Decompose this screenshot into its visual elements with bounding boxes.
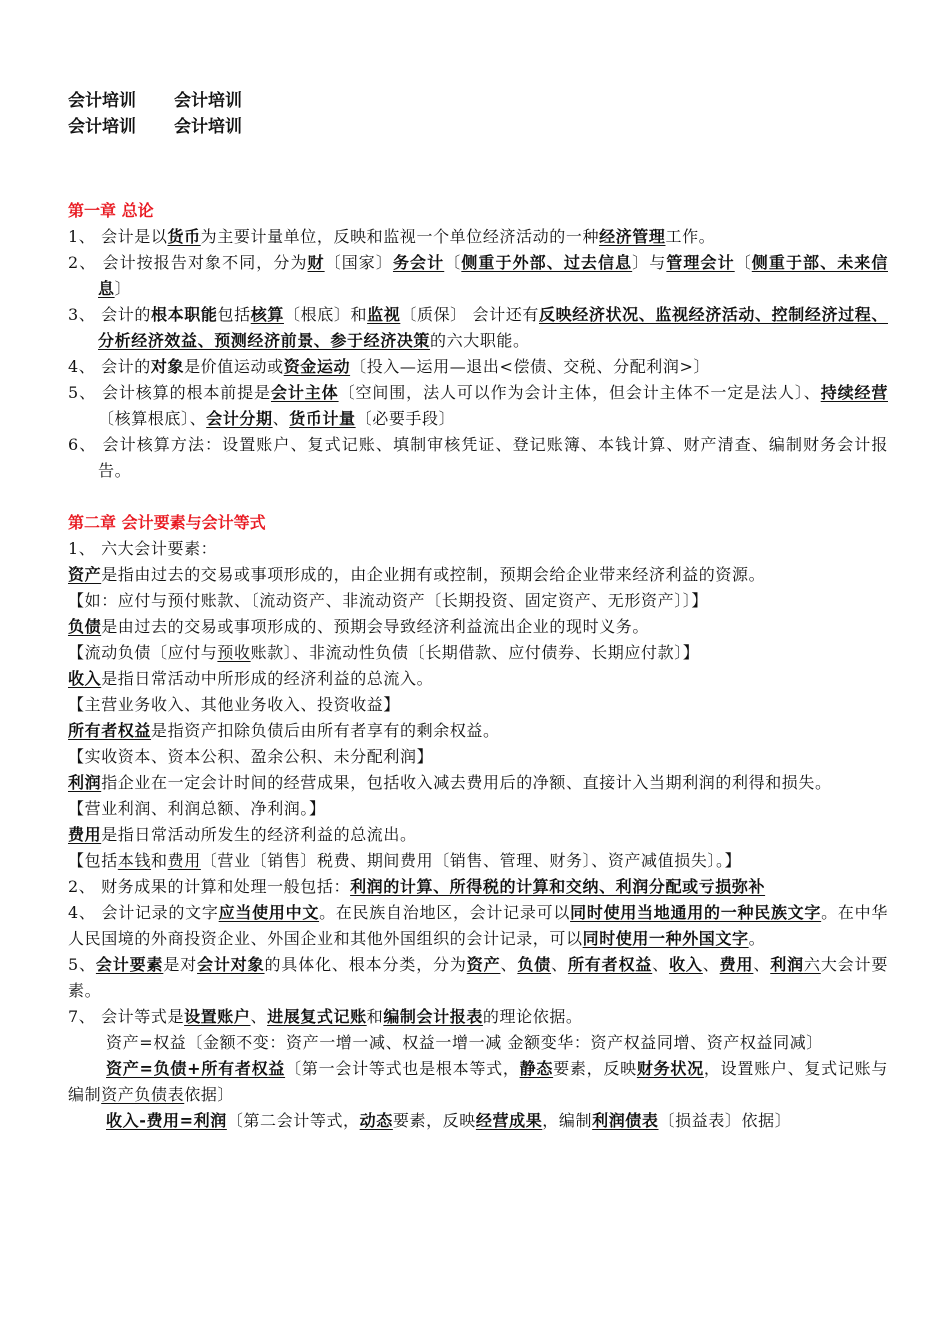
paragraph: 2、 会计按报告对象不同，分为财〔国家〕务会计〔侧重于外部、过去信息〕与管理会计〔侧重于部、未来信息〕 <box>68 253 888 298</box>
example-line: 【包括本钱和费用〔营业〔销售〕税费、期间费用〔销售、管理、财务〕、资产减值损失〕。】 <box>68 851 742 870</box>
document-page <box>68 88 888 1134</box>
example-line: 【实收资本、资本公积、盈余公积、未分配利润】 <box>68 747 434 766</box>
header-text: 会计培训 <box>68 117 136 137</box>
paragraph: 5、 会计核算的根本前提是会计主体〔空间围，法人可以作为会计主体，但会计主体不一定是法人〕、持续经营〔核算根底〕、会计分期、货币计量〔必要手段〕 <box>68 383 888 428</box>
paragraph: 6、 会计核算方法：设置账户、复式记账、填制审核凭证、登记账簿、本钱计算、财产清查、编制财务会计报告。 <box>68 435 888 480</box>
paragraph: 4、 会计记录的文字应当使用中文。在民族自治地区，会计记录可以同时使用当地通用的一种民族文字。在中华人民国境的外商投资企业、外国企业和其他外国组织的会计记录，可以同时使用一种外国文字。 <box>68 903 888 948</box>
header-row <box>68 88 888 114</box>
paragraph: 5、会计要素是对会计对象的具体化、根本分类，分为资产、负债、所有者权益、收入、费用、利润六大会计要素。 <box>68 955 888 1000</box>
header-text: 会计培训 <box>174 91 242 111</box>
definition-expense: 费用是指日常活动所发生的经济利益的总流出。 <box>68 825 417 844</box>
header-text: 会计培训 <box>68 91 136 111</box>
definition-profit: 利润指企业在一定会计时间的经营成果，包括收入减去费用后的净额、直接计入当期利润的利得和损失。 <box>68 773 832 792</box>
definition-equity: 所有者权益是指资产扣除负债后由所有者享有的剩余权益。 <box>68 721 500 740</box>
definition-asset: 资产是指由过去的交易或事项形成的，由企业拥有或控制，预期会给企业带来经济利益的资源。 <box>68 565 766 584</box>
chapter-title: 第一章 总论 <box>68 201 154 220</box>
paragraph: 1、 会计是以货币为主要计量单位，反映和监视一个单位经济活动的一种经济管理工作。 <box>68 227 716 246</box>
paragraph: 4、 会计的对象是价值运动或资金运动〔投入—运用—退出<偿债、交税、分配利润>〕 <box>68 357 711 376</box>
example-line: 【营业利润、利润总额、净利润。】 <box>68 799 326 818</box>
paragraph: 1、 六大会计要素： <box>68 539 218 558</box>
paragraph: 3、 会计的根本职能包括核算〔根底〕和监视〔质保〕 会计还有反映经济状况、监视经济活动、控制经济过程、分析经济效益、预测经济前景、参于经济决策的六大职能。 <box>68 305 888 350</box>
header-row <box>68 114 888 140</box>
header-text: 会计培训 <box>174 117 242 137</box>
example-line: 【主营业务收入、其他业务收入、投资收益】 <box>68 695 401 714</box>
example-line: 【流动负债〔应付与预收账款〕、非流动性负债〔长期借款、应付债券、长期应付款〕】 <box>68 643 700 662</box>
chapter-title: 第二章 会计要素与会计等式 <box>68 513 266 532</box>
equation-line: 资产=权益〔金额不变：资产一增一减、权益一增一减 金额变华：资产权益同增、资产权益同减〕 <box>106 1033 823 1052</box>
equation-line: 收入-费用=利润〔第二会计等式，动态要素，反映经营成果，编制利润债表〔损益表〕依据〕 <box>106 1111 792 1130</box>
paragraph: 2、 财务成果的计算和处理一般包括：利润的计算、所得税的计算和交纳、利润分配或亏损弥补 <box>68 877 766 896</box>
example-line: 【如：应付与预付账款、〔流动资产、非流动资产〔长期投资、固定资产、无形资产〕〕】 <box>68 591 709 610</box>
equation-line: 资产=负债+所有者权益〔第一会计等式也是根本等式，静态要素，反映财务状况，设置账户、复式记账与编制资产负债表依据〕 <box>68 1059 888 1104</box>
definition-liability: 负债是由过去的交易或事项形成的、预期会导致经济利益流出企业的现时义务。 <box>68 617 650 636</box>
definition-revenue: 收入是指日常活动中所形成的经济利益的总流入。 <box>68 669 434 688</box>
paragraph: 7、 会计等式是设置账户、进展复式记账和编制会计报表的理论依据。 <box>68 1007 583 1026</box>
